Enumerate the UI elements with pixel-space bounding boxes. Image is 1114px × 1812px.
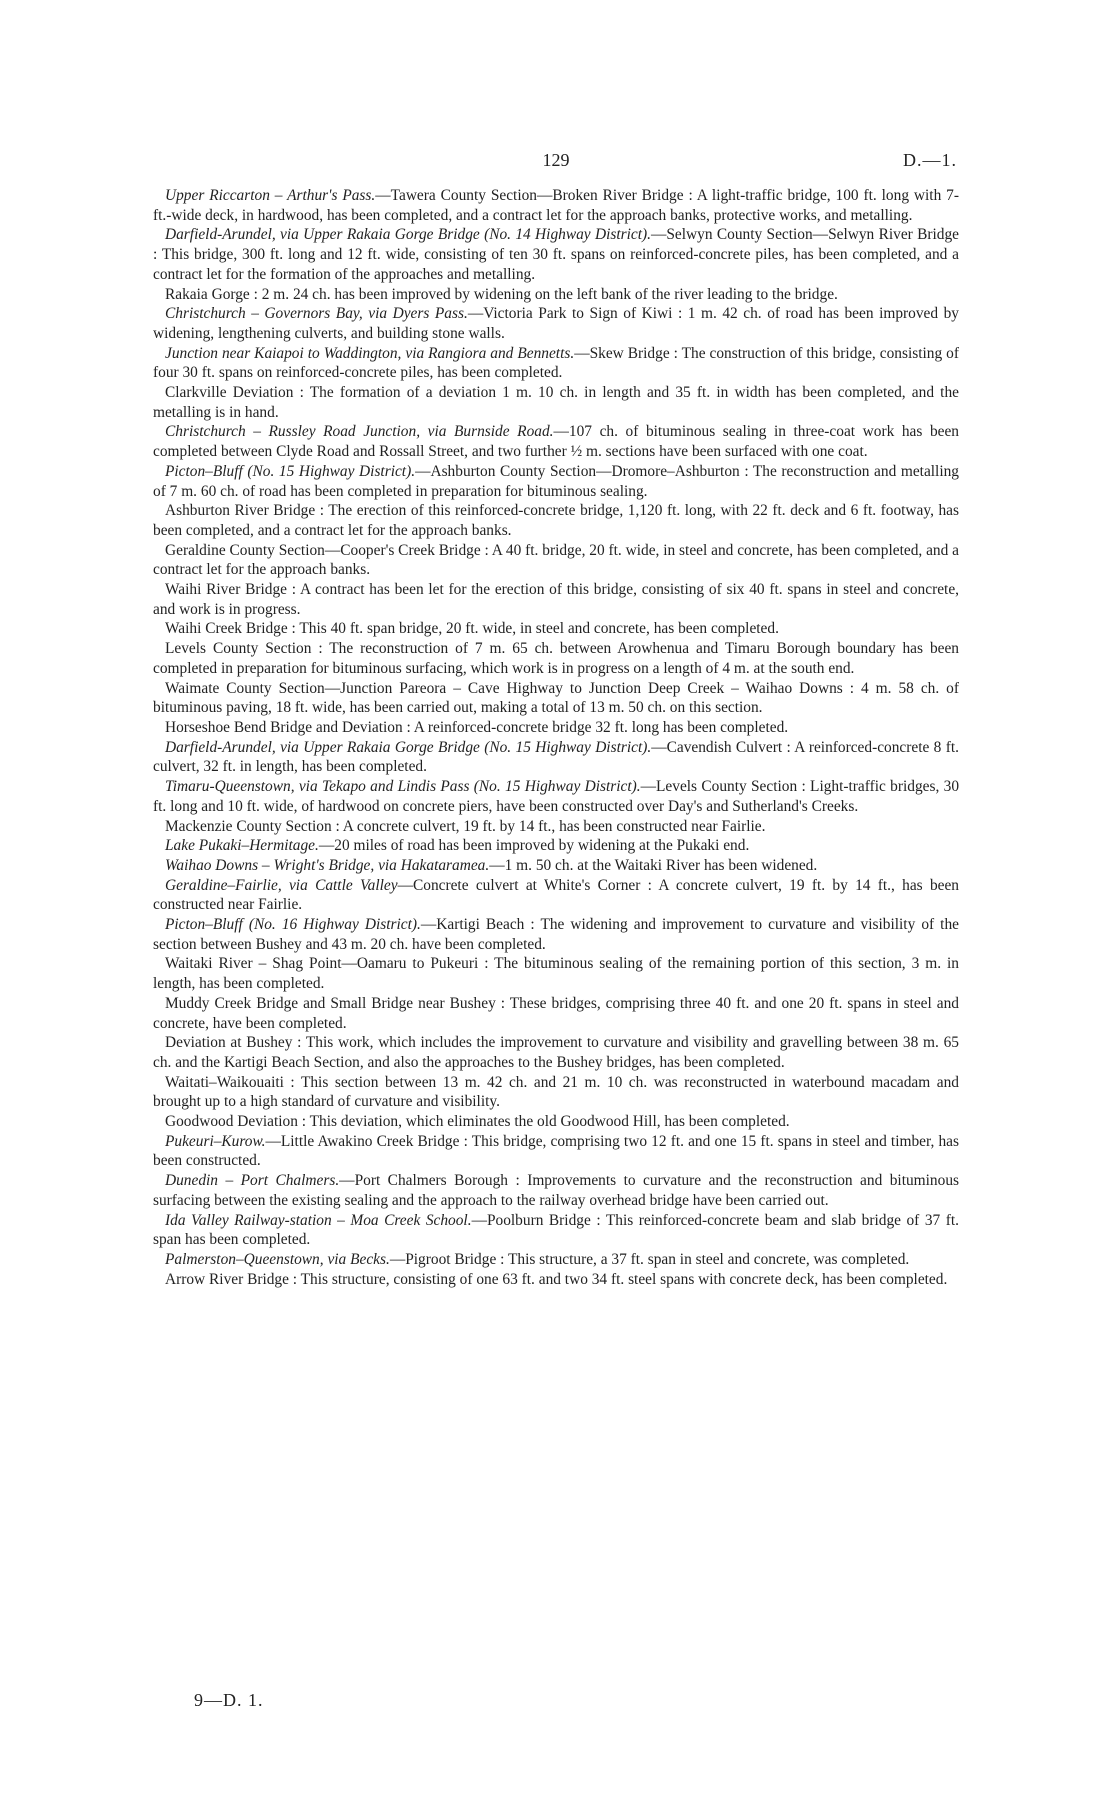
paragraph-text: —Port Chalmers Borough : Improvements to curvature and the reconstruction and bituminous surfacing between the existing sealing and the approach to the railway overhead bridge have been carried out. — [153, 1172, 960, 1209]
paragraph — [153, 1211, 959, 1250]
paragraph-heading: Ida Valley Railway-station – Moa Creek School. — [165, 1211, 472, 1229]
paragraph-heading: Dunedin – Port Chalmers. — [165, 1172, 340, 1190]
page-header — [153, 150, 959, 186]
paragraph-text: Waimate County Section—Junction Pareora – Cave Highway to Junction Deep Creek – Waihao Downs : 4 m. 58 ch. of bituminous paving, 18 ft. wide, has been carried out, making a total of 13 m. 50 ch. on this section. — [153, 679, 959, 717]
paragraph-text: —Ashburton County Section—Dromore–Ashburton : The reconstruction and metalling of 7 m. 60 ch. of road has been completed in preparation for bituminous sealing. — [153, 462, 959, 500]
paragraph — [153, 836, 959, 856]
paragraph-text: —20 miles of road has been improved by widening at the Pukaki end. — [318, 837, 750, 855]
paragraph-heading: Picton–Bluff (No. 16 Highway District). — [165, 916, 421, 934]
paragraph — [153, 304, 959, 343]
paragraph-text: —107 ch. of bituminous sealing in three-coat work has been completed between Clyde Road and Rossall Street, and two further ½ m. sections have been surfaced with one coat. — [153, 423, 959, 461]
sheet-signature: 9—D. 1. — [194, 1690, 264, 1710]
paragraph — [153, 422, 959, 461]
paragraph-text: —Kartigi Beach : The widening and improvement to curvature and visibility of the section between Bushey and 43 m. 20 ch. have been completed. — [153, 916, 959, 953]
paragraph — [153, 225, 959, 284]
paragraph-text: —Levels County Section : Light-traffic bridges, 30 ft. long and 10 ft. wide, of hardwood on concrete piers, have been constructed over Day's and Sutherland's Creeks. — [153, 778, 960, 815]
paragraph — [153, 994, 959, 1033]
paragraph — [153, 679, 959, 718]
page-number: 129 — [542, 150, 570, 170]
paragraph — [153, 580, 959, 619]
paragraph-heading: Christchurch – Governors Bay, via Dyers Pass. — [165, 305, 468, 323]
paragraph-text: —Victoria Park to Sign of Kiwi : 1 m. 42 ch. of road has been improved by widening, lengthening culverts, and building stone walls. — [153, 305, 959, 342]
paragraph-text: —Cavendish Culvert : A reinforced-concrete 8 ft. culvert, 32 ft. in length, has been completed. — [153, 738, 959, 776]
paragraph — [153, 1250, 959, 1270]
paragraph — [153, 1112, 959, 1132]
paragraph-heading: Darfield-Arundel, via Upper Rakaia Gorge Bridge (No. 14 Highway District). — [165, 226, 651, 244]
paragraph — [153, 817, 959, 837]
paragraph-heading: Christchurch – Russley Road Junction, via Burnside Road. — [165, 423, 554, 441]
paragraph-text: —Pigroot Bridge : This structure, a 37 ft. span in steel and concrete, was completed. — [389, 1250, 910, 1268]
report-body — [153, 186, 959, 1289]
paragraph-text: Levels County Section : The reconstruction of 7 m. 65 ch. between Arowhenua and Timaru Borough boundary has been completed in preparation for bituminous surfacing, which work is in progress on a length of 4 m. at the south end. — [153, 640, 959, 677]
paragraph — [153, 541, 959, 580]
paragraph — [153, 738, 959, 777]
paragraph — [153, 915, 959, 954]
paragraph-text: Muddy Creek Bridge and Small Bridge near Bushey : These bridges, comprising three 40 ft. and one 20 ft. spans in steel and concrete, have been completed. — [153, 994, 959, 1032]
paragraph-heading: Upper Riccarton – Arthur's Pass. — [165, 187, 376, 204]
paragraph-text: Horseshoe Bend Bridge and Deviation : A reinforced-concrete bridge 32 ft. long has been completed. — [165, 718, 789, 736]
paragraph-text: Waitaki River – Shag Point—Oamaru to Pukeuri : The bituminous sealing of the remaining portion of this section, 3 m. in length, has been completed. — [153, 955, 959, 993]
paragraph — [153, 462, 959, 501]
paragraph — [153, 777, 959, 816]
paragraph — [153, 501, 959, 540]
paragraph — [153, 1132, 959, 1171]
paragraph-heading: Geraldine–Fairlie, via Cattle Valley — [165, 876, 398, 894]
paragraph-heading: Picton–Bluff (No. 15 Highway District). — [165, 462, 416, 480]
document-page — [153, 150, 959, 1289]
paragraph-text: Waihi River Bridge : A contract has been let for the erection of this bridge, consisting of six 40 ft. spans in steel and concrete, and work is in progress. — [153, 581, 959, 618]
paragraph-text: —Poolburn Bridge : This reinforced-concrete beam and slab bridge of 37 ft. span has been completed. — [153, 1211, 959, 1249]
paragraph — [153, 619, 959, 639]
paragraph-text: Ashburton River Bridge : The erection of this reinforced-concrete bridge, 1,120 ft. long, with 22 ft. deck and 6 ft. footway, has been completed, and a contract let for the approach banks. — [153, 502, 959, 539]
paragraph — [153, 344, 959, 383]
paragraph-heading: Lake Pukaki–Hermitage. — [165, 837, 319, 855]
paragraph-text: Clarkville Deviation : The formation of a deviation 1 m. 10 ch. in length and 35 ft. in width has been completed, and the metalling is in hand. — [153, 384, 959, 421]
paragraph — [153, 1073, 959, 1112]
paragraph-text: Waitati–Waikouaiti : This section between 13 m. 42 ch. and 21 m. 10 ch. was reconstructed in waterbound macadam and brought up to a high standard of curvature and visibility. — [153, 1073, 959, 1111]
paragraph-heading: Junction near Kaiapoi to Waddington, via Rangiora and Bennetts. — [165, 344, 575, 362]
paragraph-text: Waihi Creek Bridge : This 40 ft. span bridge, 20 ft. wide, in steel and concrete, has been completed. — [165, 620, 779, 638]
paragraph-text: Mackenzie County Section : A concrete culvert, 19 ft. by 14 ft., has been constructed near Fairlie. — [165, 817, 766, 835]
paragraph-text: Geraldine County Section—Cooper's Creek Bridge : A 40 ft. bridge, 20 ft. wide, in steel and concrete, has been completed, and a contract let for the approach banks. — [153, 541, 959, 579]
paragraph-text: —Little Awakino Creek Bridge : This bridge, comprising two 12 ft. and one 15 ft. spans in steel and timber, has been constructed. — [153, 1132, 959, 1170]
paragraph-text: —Skew Bridge : The construction of this bridge, consisting of four 30 ft. spans on reinforced-concrete piles, has been completed. — [153, 344, 959, 382]
paragraph — [153, 639, 959, 678]
paragraph-heading: Pukeuri–Kurow. — [165, 1132, 266, 1150]
paragraph-text: Deviation at Bushey : This work, which includes the improvement to curvature and visibility and gravelling between 38 m. 65 ch. and the Kartigi Beach Section, and also the approaches to the Bushey bridges, has been completed. — [153, 1034, 959, 1071]
paragraph-text: Goodwood Deviation : This deviation, which eliminates the old Goodwood Hill, has been completed. — [165, 1113, 790, 1131]
paragraph-heading: Darfield-Arundel, via Upper Rakaia Gorge Bridge (No. 15 Highway District). — [165, 738, 652, 756]
paragraph — [153, 1270, 959, 1290]
paragraph — [153, 1171, 959, 1210]
paragraph — [153, 718, 959, 738]
paragraph — [153, 856, 959, 876]
paragraph — [153, 383, 959, 422]
paragraph-text: —Concrete culvert at White's Corner : A concrete culvert, 19 ft. by 14 ft., has been constructed near Fairlie. — [153, 876, 959, 914]
paragraph-heading: Palmerston–Queenstown, via Becks. — [165, 1250, 390, 1268]
paragraph-text: Rakaia Gorge : 2 m. 24 ch. has been improved by widening on the left bank of the river leading to the bridge. — [165, 285, 838, 303]
paragraph-heading: Waihao Downs – Wright's Bridge, via Hakataramea. — [165, 856, 490, 874]
paragraph — [153, 876, 959, 915]
paragraph — [153, 285, 959, 305]
document-reference: D.—1. — [903, 150, 957, 170]
paragraph-heading: Timaru-Queenstown, via Tekapo and Lindis Pass (No. 15 Highway District). — [165, 778, 641, 796]
paragraph — [153, 186, 959, 225]
paragraph-text: Arrow River Bridge : This structure, consisting of one 63 ft. and two 34 ft. steel spans with concrete deck, has been completed. — [165, 1270, 948, 1288]
paragraph-text: —Selwyn County Section—Selwyn River Bridge : This bridge, 300 ft. long and 12 ft. wide, consisting of ten 30 ft. spans on reinforced-concrete piles, has been completed, and a contract let for the formation of the approaches and metalling. — [153, 226, 959, 283]
paragraph — [153, 1033, 959, 1072]
paragraph-text: —1 m. 50 ch. at the Waitaki River has been widened. — [489, 856, 818, 874]
paragraph-text: —Tawera County Section—Broken River Bridge : A light-traffic bridge, 100 ft. long with 7-ft.-wide deck, in hardwood, has been completed, and a contract let for the approach banks, protective works, and metalling. — [153, 187, 959, 224]
paragraph — [153, 954, 959, 993]
